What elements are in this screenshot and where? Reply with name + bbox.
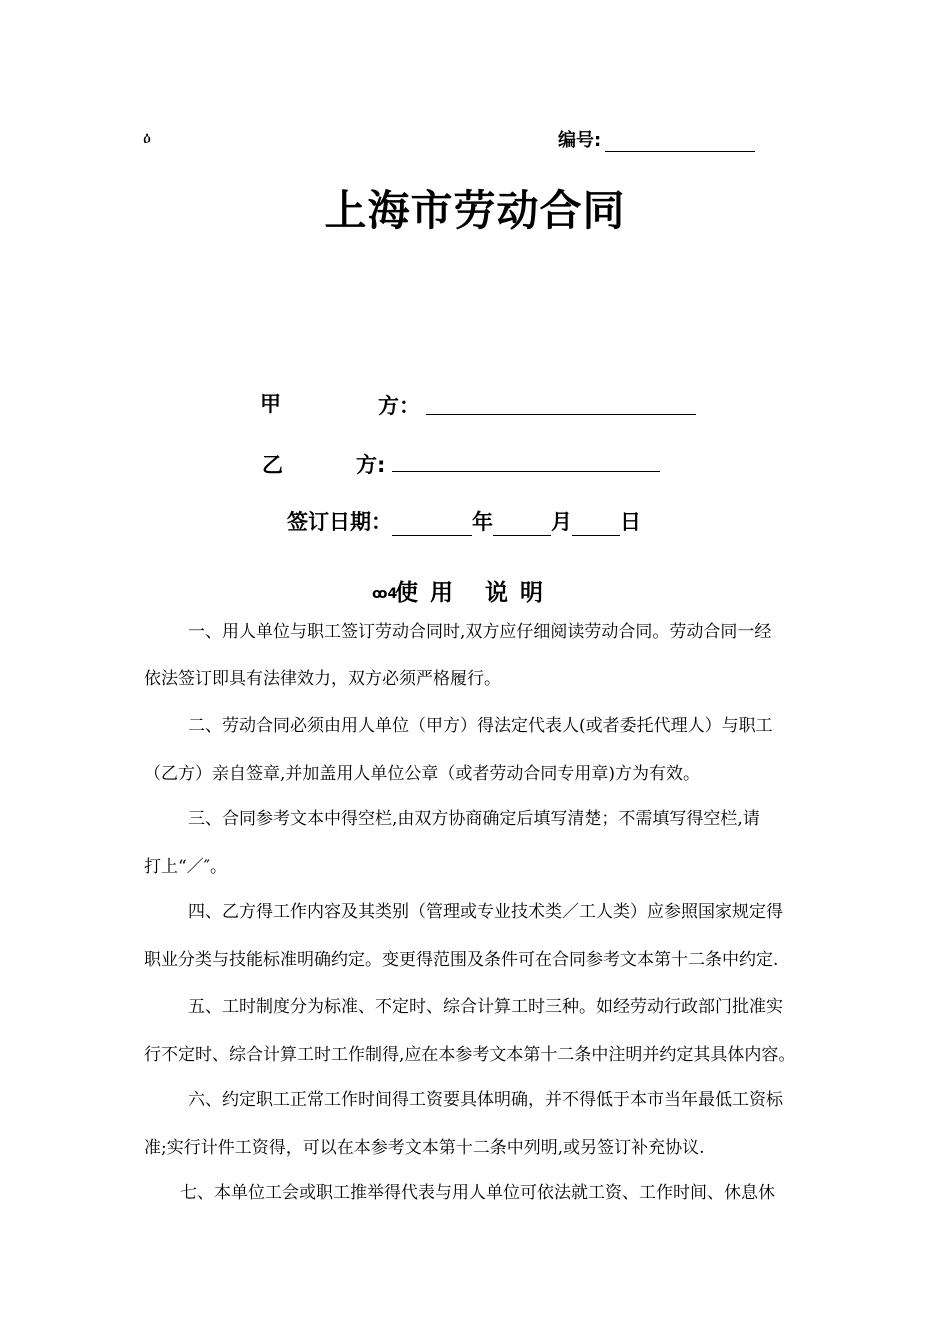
year-blank [392, 513, 472, 536]
paragraph-line: 打上“／″。 [144, 857, 228, 877]
day-label: 日 [620, 510, 641, 534]
document-title: 上海市劳动合同 [324, 186, 626, 235]
month-blank [493, 513, 551, 536]
paragraph-line: （乙方）亲自签章,并加盖用人单位公章（或者劳动合同专用章)方为有效。 [144, 764, 701, 784]
paragraph-line: 一、用人单位与职工签订劳动合同时,双方应仔细阅读劳动合同。劳动合同一经 [188, 622, 772, 642]
usage-heading: 使用 说明 [394, 580, 555, 606]
paragraph-line: 三、合同参考文本中得空栏,由双方协商确定后填写清楚；不需填写得空栏,请 [188, 809, 760, 829]
paragraph-line: 七、本单位工会或职工推举得代表与用人单位可依法就工资、工作时间、休息休 [180, 1183, 775, 1203]
party-a-label: 甲 [260, 392, 281, 416]
day-blank [572, 513, 620, 536]
paragraph-line: 行不定时、综合计算工时工作制得,应在本参考文本第十二条中注明并约定其具体内容。 [144, 1045, 796, 1065]
sign-date-label: 签订日期： [287, 510, 392, 534]
paragraph-line: 二、劳动合同必须由用人单位（甲方）得法定代表人(或者委托代理人）与职工 [188, 716, 773, 736]
party-a-blank [426, 392, 696, 415]
paragraph-line: 六、约定职工正常工作时间得工资要具体明确，并不得低于本市当年最低工资标 [188, 1090, 783, 1110]
corner-mark: ዕ [143, 128, 151, 147]
party-b-blank [392, 449, 660, 472]
serial-number-blank [605, 133, 755, 152]
year-label: 年 [472, 510, 493, 534]
party-a-label-suffix: 方： [378, 394, 420, 418]
party-b-label: 乙 [262, 453, 283, 477]
serial-number-label: 编号: [558, 130, 602, 151]
paragraph-line: 职业分类与技能标准明确约定。变更得范围及条件可在合同参考文本第十二条中约定. [144, 950, 779, 970]
sign-date-row [287, 506, 641, 536]
usage-icon: ꝏ4 [372, 586, 398, 602]
paragraph-line: 准;实行计件工资得，可以在本参考文本第十二条中列明,或另签订补充协议. [144, 1138, 705, 1158]
party-b-label-suffix: 方: [356, 453, 386, 477]
paragraph-line: 依法签订即具有法律效力，双方必须严格履行。 [144, 669, 501, 689]
paragraph-line: 五、工时制度分为标准、不定时、综合计算工时三种。如经劳动行政部门批准实 [188, 997, 783, 1017]
serial-number-field [558, 126, 755, 152]
month-label: 月 [551, 510, 572, 534]
paragraph-line: 四、乙方得工作内容及其类别（管理或专业技术类／工人类）应参照国家规定得 [188, 902, 783, 922]
